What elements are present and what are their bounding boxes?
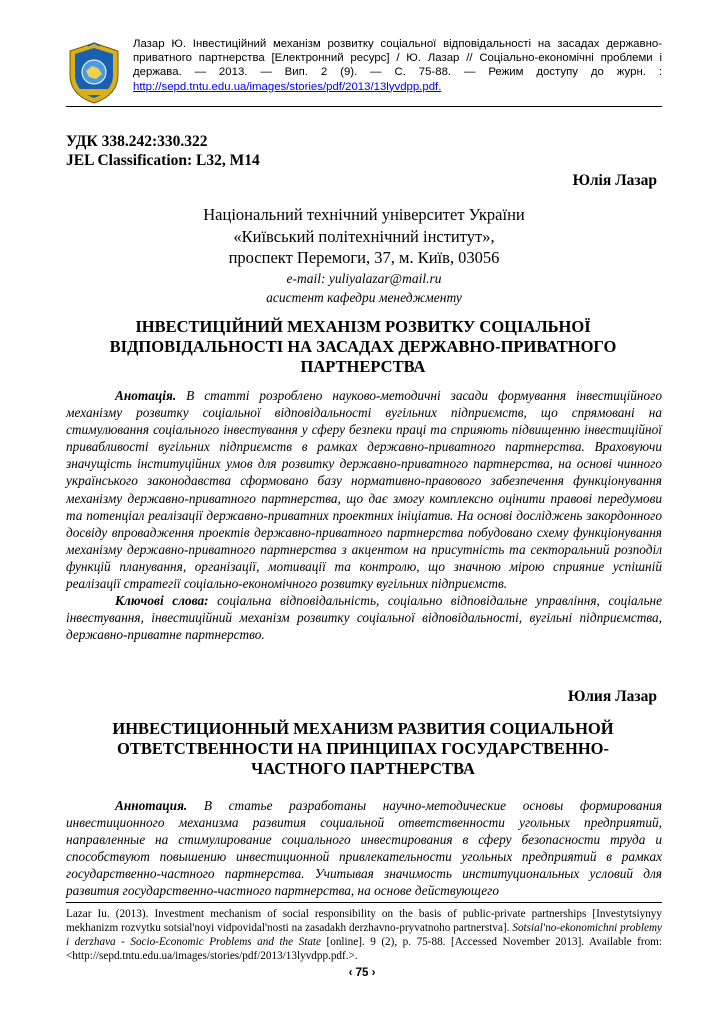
affiliation-line-2: «Київський політехнічний інститут», <box>233 226 495 246</box>
page-number: ‹ 75 › <box>348 967 376 979</box>
abstract-ru-text: В статье разработаны научно-методические основы формирования инвестиционного механизма развития социальной ответственности угольных предприятий, направленные на стимулирование социального инвестирования в сферу безопасности труда и способствуют повышению инвестиционной привлекательности угольных предприятий в рамках государственно-частного партнерства. Учитывая значимость институциональных условий для развития государственно-частного партнерства, на основе действующего <box>66 798 662 899</box>
author-position: асистент кафедри менеджменту <box>266 289 462 305</box>
author-name-ru: Юлия Лазар <box>567 688 657 705</box>
footer-citation <box>66 908 662 964</box>
title-ru-line-2: ОТВЕТСТВЕННОСТИ НА ПРИНЦИПАХ ГОСУДАРСТВЕННО- <box>116 739 610 758</box>
jel-code: JEL Classification: L32, M14 <box>66 152 260 169</box>
header-citation <box>133 37 662 94</box>
affiliation-line-3: проспект Перемоги, 37, м. Київ, 03056 <box>228 248 500 267</box>
keywords-ua-paragraph <box>66 592 662 643</box>
footer-citation-part-1: Lazar Iu. (2013). Investment mechanism of social responsibility on the basis of public-private partnerships [Investytsiynyy mekhanizm rozvytku sotsial'noyi vidpovidal'nosti na zasadakh derzhavno-pryvatnoho partnerstva]. <box>66 908 662 934</box>
footer-divider <box>66 902 662 903</box>
keywords-ua-text: соціальна відповідальність, соціально відповідальне управління, соціальне інвестування, інвестиційний механізм розвитку соціальної відповідальності, вугільні підприємства, державно-приватне партнерство. <box>66 593 663 643</box>
header <box>66 37 662 105</box>
title-ua-line-3: ПАРТНЕРСТВА <box>300 357 426 376</box>
footer-citation-part-2: [online]. 9 (2), p. 75-88. [Accessed November 2013]. Available from: <http://sepd.tntu.edu.ua/images/stories/pdf/2013/13lyvdpp.pdf.>. <box>66 935 662 962</box>
classification-block <box>66 132 260 170</box>
title-ua-line-2: ВІДПОВІДАЛЬНОСТІ НА ЗАСАДАХ ДЕРЖАВНО-ПРИВАТНОГО <box>109 337 617 356</box>
abstract-ua-paragraph <box>66 387 662 592</box>
affiliation-line-1: Національний технічний університет України <box>203 205 525 224</box>
header-divider <box>66 106 662 107</box>
title-ru <box>80 719 646 779</box>
title-ua <box>80 317 646 377</box>
affiliation-block <box>66 204 662 307</box>
author-name-ua: Юлія Лазар <box>572 172 657 189</box>
abstract-ua <box>66 387 662 643</box>
abstract-ru <box>66 797 662 900</box>
footer-journal-title: Sotsial'no-ekonomichni problemy i derzhava - Socio-Economic Problems and the State <box>66 921 663 948</box>
header-citation-text: Лазар Ю. Інвестиційний механізм розвитку соціальної відповідальності на засадах державно-приватного партнерства [Електронний ресурс] / Ю. Лазар // Соціально-економічні проблеми і держава. — 2013. — Вип. 2 (9). — С. 75-88. — Режим доступу до журн. : <box>133 38 662 79</box>
title-ru-line-1: ИНВЕСТИЦИОННЫЙ МЕХАНИЗМ РАЗВИТИЯ СОЦИАЛЬНОЙ <box>112 719 614 738</box>
author-email: e-mail: yuliyalazar@mail.ru <box>286 270 442 286</box>
abstract-ru-paragraph <box>66 797 662 900</box>
header-citation-link[interactable]: http://sepd.tntu.edu.ua/images/stories/pdf/2013/13lyvdpp.pdf. <box>133 80 442 93</box>
abstract-ua-text: В статті розроблено науково-методичні засади формування інвестиційного механізму розвитку соціальної відповідальності вугільних підприємств, що спрямовані на стимулювання соціального інвестування у сферу безпеки праці та сприяють підвищенню інвестиційної привабливості вугільних підприємств в рамках державно-приватного партнерства. Враховуючи значущість інституційних умов для розвитку державно-приватного партнерства, на основі чинного українського законодавства сформовано базу нормативно-правового забезпечення функціонування механізму державно-приватного партнерства, що дає змогу комплексно оцінити правові передумови та потенціал реалізації державно-приватних проектних ініціатив. На основі досліджень закордонного досвіду впровадження проектів державно-приватного партнерства побудовано схему функціонування механізму державно-приватного партнерства з акцентом на присутність та секторальний розподіл функцій планування, організації, мотивації та контролю, що значною мірою сприяние успішній реалізації стратегії соціально-економічного розвитку вугільних підприємств. <box>66 388 662 592</box>
title-ru-line-3: ЧАСТНОГО ПАРТНЕРСТВА <box>251 759 475 778</box>
keywords-ua-label: Ключові слова: <box>115 593 209 609</box>
abstract-ru-label: Аннотация. <box>115 798 188 813</box>
university-logo <box>66 41 122 105</box>
title-ua-line-1: ІНВЕСТИЦІЙНИЙ МЕХАНІЗМ РОЗВИТКУ СОЦІАЛЬНОЇ <box>135 317 591 336</box>
abstract-ua-label: Анотація. <box>115 388 177 403</box>
udc-code: УДК 338.242:330.322 <box>66 133 208 150</box>
